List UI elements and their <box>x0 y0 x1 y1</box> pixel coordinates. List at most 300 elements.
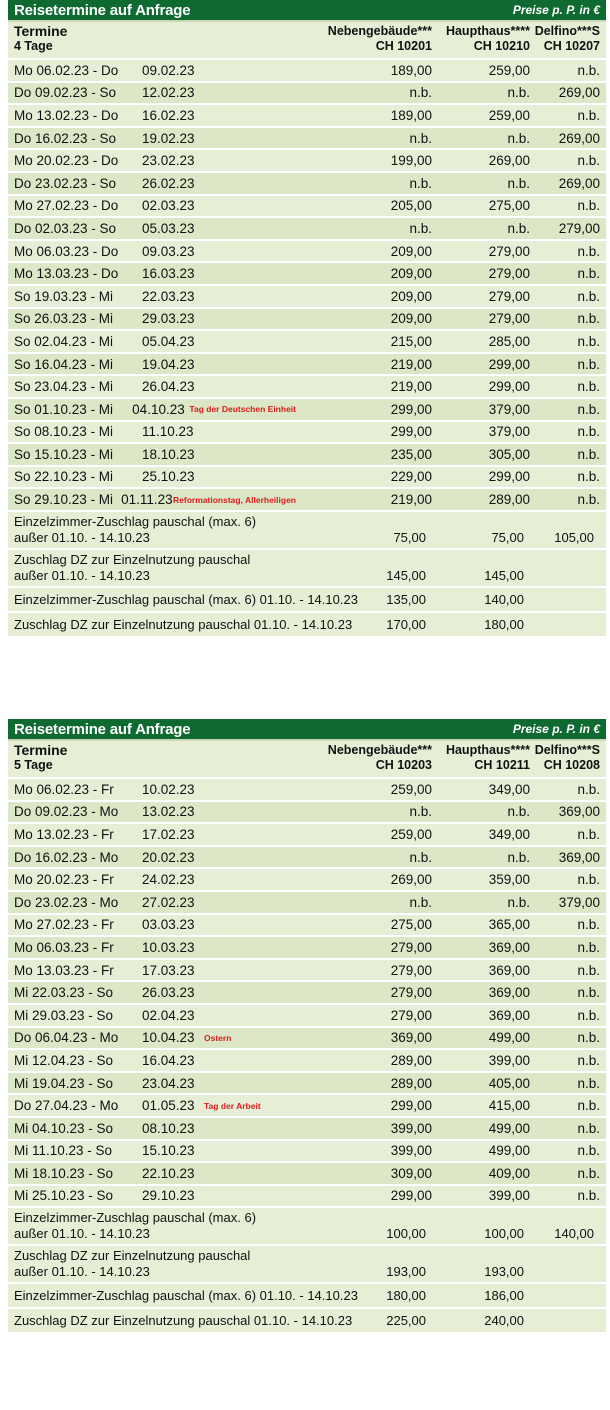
price-delfino: n.b. <box>577 962 600 978</box>
price-delfino: n.b. <box>577 826 600 842</box>
supplement-label-line2: außer 01.10. - 14.10.23 <box>14 529 150 545</box>
price-haupthaus: n.b. <box>507 894 530 910</box>
table-row <box>8 802 606 825</box>
supplement-price-haupthaus: 145,00 <box>484 567 524 583</box>
price-haupthaus: 299,00 <box>488 356 530 372</box>
table-row <box>8 869 606 892</box>
column-header-nebengebaeude: Nebengebäude*** CH 10203 <box>327 743 432 772</box>
table-row <box>8 399 606 422</box>
supplement-price-nebengebaeude: 180,00 <box>386 1288 426 1304</box>
price-nebengebaeude: 299,00 <box>390 1188 432 1204</box>
date-to: 02.03.23 <box>142 198 195 214</box>
table-row <box>8 60 606 83</box>
supplement-label: Zuschlag DZ zur Einzelnutzung pauschal 01.10. - 14.10.23 <box>14 616 353 632</box>
table-row <box>8 241 606 264</box>
table-row <box>8 218 606 241</box>
price-haupthaus: 299,00 <box>488 379 530 395</box>
supplement-price-nebengebaeude: 75,00 <box>393 529 426 545</box>
date-to: 27.02.23 <box>142 894 195 910</box>
price-delfino: n.b. <box>577 107 600 123</box>
date-range <box>8 447 296 462</box>
price-delfino: n.b. <box>577 1052 600 1068</box>
duration-label: 5 Tage <box>14 758 53 772</box>
date-from: Do 09.02.23 - Mo <box>14 804 119 820</box>
date-from: So 26.03.23 - Mi <box>14 311 114 327</box>
table-row <box>8 982 606 1005</box>
date-from: Mo 06.02.23 - Do <box>14 62 119 78</box>
price-haupthaus: n.b. <box>507 849 530 865</box>
price-nebengebaeude: 199,00 <box>390 153 432 169</box>
price-delfino: n.b. <box>577 469 600 485</box>
table-row <box>8 309 606 332</box>
table-row <box>8 960 606 983</box>
table-row <box>8 83 606 106</box>
table-row <box>8 1141 606 1164</box>
date-range <box>8 1143 296 1158</box>
supplement-row <box>8 550 606 588</box>
price-haupthaus: 499,00 <box>488 1030 530 1046</box>
date-range <box>8 917 296 932</box>
price-delfino: 369,00 <box>558 849 600 865</box>
price-nebengebaeude: 275,00 <box>390 917 432 933</box>
supplement-price-nebengebaeude: 225,00 <box>386 1313 426 1329</box>
price-delfino: n.b. <box>577 356 600 372</box>
supplement-price-delfino: 105,00 <box>554 529 594 545</box>
termine-header <box>8 743 296 773</box>
price-nebengebaeude: 279,00 <box>390 962 432 978</box>
date-from: Do 09.02.23 - So <box>14 85 117 101</box>
date-to: 19.02.23 <box>142 130 195 146</box>
date-range <box>8 985 296 1000</box>
price-haupthaus: 275,00 <box>488 198 530 214</box>
date-range <box>8 357 296 372</box>
date-to: 03.03.23 <box>142 917 195 933</box>
price-delfino: n.b. <box>577 311 600 327</box>
date-to: 04.10.23 <box>132 401 185 417</box>
date-to: 01.05.23 <box>142 1098 195 1114</box>
date-from: Do 06.04.23 - Mo <box>14 1030 119 1046</box>
date-to: 10.02.23 <box>142 781 195 797</box>
date-from: So 16.04.23 - Mi <box>14 356 114 372</box>
date-to: 29.03.23 <box>142 311 195 327</box>
price-haupthaus: 369,00 <box>488 939 530 955</box>
date-to: 08.10.23 <box>142 1120 195 1136</box>
price-haupthaus: 409,00 <box>488 1165 530 1181</box>
price-nebengebaeude: 299,00 <box>390 424 432 440</box>
price-haupthaus: 369,00 <box>488 1007 530 1023</box>
supplement-row-single <box>8 1309 606 1334</box>
column-header-nebengebaeude: Nebengebäude*** CH 10201 <box>327 24 432 53</box>
date-from: Mo 20.02.23 - Fr <box>14 872 114 888</box>
column-header-delfino: Delfino***S CH 10208 <box>534 743 600 772</box>
date-from: So 23.04.23 - Mi <box>14 379 114 395</box>
price-delfino: n.b. <box>577 939 600 955</box>
price-delfino: n.b. <box>577 1143 600 1159</box>
table-row <box>8 150 606 173</box>
holiday-note: Tag der Deutschen Einheit <box>189 404 296 415</box>
table-row <box>8 173 606 196</box>
supplement-price-haupthaus: 186,00 <box>484 1288 524 1304</box>
table-body <box>8 60 606 638</box>
date-from: Mi 04.10.23 - So <box>14 1120 114 1136</box>
table-row <box>8 354 606 377</box>
table-banner <box>8 0 606 22</box>
price-delfino: n.b. <box>577 1075 600 1091</box>
date-from: Mo 13.03.23 - Do <box>14 266 119 282</box>
date-range <box>8 1121 296 1136</box>
price-nebengebaeude: n.b. <box>409 130 432 146</box>
date-to: 09.02.23 <box>142 62 195 78</box>
date-range <box>8 289 296 304</box>
price-delfino: 369,00 <box>558 804 600 820</box>
date-from: Mi 18.10.23 - So <box>14 1165 114 1181</box>
table-row <box>8 1095 606 1118</box>
price-haupthaus: 349,00 <box>488 781 530 797</box>
price-note: Preise p. P. in € <box>512 722 600 736</box>
column-header-haupthaus: Haupthaus**** CH 10211 <box>445 743 530 772</box>
date-from: Mo 27.02.23 - Do <box>14 198 119 214</box>
date-range <box>8 1098 296 1113</box>
price-delfino: 269,00 <box>558 85 600 101</box>
price-delfino: n.b. <box>577 1188 600 1204</box>
price-delfino: n.b. <box>577 288 600 304</box>
date-range <box>8 469 296 484</box>
holiday-note: Ostern <box>204 1032 232 1043</box>
price-nebengebaeude: n.b. <box>409 849 432 865</box>
price-nebengebaeude: 209,00 <box>390 288 432 304</box>
date-from: So 02.04.23 - Mi <box>14 333 114 349</box>
price-nebengebaeude: 289,00 <box>390 1075 432 1091</box>
date-range <box>8 963 296 978</box>
date-to: 19.04.23 <box>142 356 195 372</box>
supplement-label-line1: Zuschlag DZ zur Einzelnutzung pauschal <box>14 551 251 567</box>
date-range <box>8 198 296 213</box>
date-to: 16.03.23 <box>142 266 195 282</box>
date-to: 01.11.23 <box>121 492 173 508</box>
date-range <box>8 850 296 865</box>
price-haupthaus: 365,00 <box>488 917 530 933</box>
price-haupthaus: 289,00 <box>488 492 530 508</box>
table-row <box>8 263 606 286</box>
price-delfino: n.b. <box>577 333 600 349</box>
date-to: 25.10.23 <box>142 469 195 485</box>
date-to: 23.04.23 <box>142 1075 195 1091</box>
price-haupthaus: 259,00 <box>488 62 530 78</box>
date-from: Mo 06.02.23 - Fr <box>14 781 114 797</box>
price-delfino: 379,00 <box>558 894 600 910</box>
supplement-price-haupthaus: 240,00 <box>484 1313 524 1329</box>
price-nebengebaeude: n.b. <box>409 804 432 820</box>
table-row <box>8 1050 606 1073</box>
price-delfino: 279,00 <box>558 220 600 236</box>
date-range <box>8 1053 296 1068</box>
date-range <box>8 221 296 236</box>
column-header-haupthaus: Haupthaus**** CH 10210 <box>445 24 530 53</box>
date-from: Do 23.02.23 - Mo <box>14 894 119 910</box>
date-from: Mi 22.03.23 - So <box>14 985 114 1001</box>
price-haupthaus: n.b. <box>507 130 530 146</box>
supplement-price-haupthaus: 100,00 <box>484 1226 524 1242</box>
date-from: Do 16.02.23 - Mo <box>14 849 119 865</box>
price-nebengebaeude: 279,00 <box>390 939 432 955</box>
termine-label: Termine <box>14 742 68 758</box>
table-row <box>8 196 606 219</box>
price-nebengebaeude: 299,00 <box>390 1098 432 1114</box>
supplement-row <box>8 512 606 550</box>
price-table-5-days <box>8 719 606 1334</box>
table-banner <box>8 719 606 741</box>
price-haupthaus: 269,00 <box>488 153 530 169</box>
supplement-price-haupthaus: 140,00 <box>484 591 524 607</box>
price-haupthaus: n.b. <box>507 175 530 191</box>
table-row <box>8 467 606 490</box>
date-to: 10.03.23 <box>142 939 195 955</box>
date-from: Mo 13.03.23 - Fr <box>14 962 114 978</box>
price-nebengebaeude: 205,00 <box>390 198 432 214</box>
termine-label: Termine <box>14 23 68 39</box>
date-to: 24.02.23 <box>142 872 195 888</box>
price-nebengebaeude: 399,00 <box>390 1143 432 1159</box>
price-delfino: n.b. <box>577 446 600 462</box>
price-nebengebaeude: 235,00 <box>390 446 432 462</box>
price-haupthaus: 399,00 <box>488 1188 530 1204</box>
price-delfino: n.b. <box>577 243 600 259</box>
table-header <box>8 22 606 60</box>
price-delfino: n.b. <box>577 62 600 78</box>
price-haupthaus: 405,00 <box>488 1075 530 1091</box>
date-from: Do 16.02.23 - So <box>14 130 117 146</box>
price-nebengebaeude: 279,00 <box>390 985 432 1001</box>
price-haupthaus: 279,00 <box>488 311 530 327</box>
supplement-label-line1: Zuschlag DZ zur Einzelnutzung pauschal <box>14 1248 251 1264</box>
price-nebengebaeude: 309,00 <box>390 1165 432 1181</box>
date-from: Mo 13.02.23 - Do <box>14 107 119 123</box>
price-nebengebaeude: 189,00 <box>390 62 432 78</box>
date-from: Do 23.02.23 - So <box>14 175 117 191</box>
supplement-row <box>8 1208 606 1246</box>
date-to: 05.04.23 <box>142 333 195 349</box>
price-haupthaus: n.b. <box>507 804 530 820</box>
date-range <box>8 872 296 887</box>
price-nebengebaeude: 399,00 <box>390 1120 432 1136</box>
date-range <box>8 1188 296 1203</box>
supplement-price-nebengebaeude: 145,00 <box>386 567 426 583</box>
table-body <box>8 779 606 1334</box>
price-nebengebaeude: n.b. <box>409 175 432 191</box>
date-to: 20.02.23 <box>142 849 195 865</box>
date-to: 17.03.23 <box>142 962 195 978</box>
date-to: 12.02.23 <box>142 85 195 101</box>
table-row <box>8 105 606 128</box>
price-note: Preise p. P. in € <box>512 3 600 17</box>
date-to: 16.02.23 <box>142 107 195 123</box>
price-nebengebaeude: 259,00 <box>390 781 432 797</box>
date-to: 09.03.23 <box>142 243 195 259</box>
supplement-label: Einzelzimmer-Zuschlag pauschal (max. 6) 01.10. - 14.10.23 <box>14 1288 358 1304</box>
supplement-row <box>8 1246 606 1284</box>
table-row <box>8 1163 606 1186</box>
price-haupthaus: n.b. <box>507 220 530 236</box>
supplement-label-line1: Einzelzimmer-Zuschlag pauschal (max. 6) <box>14 513 257 529</box>
price-nebengebaeude: 279,00 <box>390 1007 432 1023</box>
table-title: Reisetermine auf Anfrage <box>14 720 191 738</box>
price-haupthaus: 279,00 <box>488 266 530 282</box>
date-to: 22.03.23 <box>142 288 195 304</box>
price-delfino: n.b. <box>577 872 600 888</box>
price-nebengebaeude: n.b. <box>409 85 432 101</box>
price-delfino: 269,00 <box>558 175 600 191</box>
table-row <box>8 128 606 151</box>
date-to: 15.10.23 <box>142 1143 195 1159</box>
date-range <box>8 176 296 191</box>
price-delfino: n.b. <box>577 401 600 417</box>
price-nebengebaeude: 209,00 <box>390 266 432 282</box>
date-to: 17.02.23 <box>142 826 195 842</box>
table-row <box>8 1073 606 1096</box>
price-delfino: n.b. <box>577 198 600 214</box>
price-haupthaus: 279,00 <box>488 243 530 259</box>
supplement-row-single <box>8 1284 606 1309</box>
price-nebengebaeude: 269,00 <box>390 872 432 888</box>
date-from: Mo 27.02.23 - Fr <box>14 917 114 933</box>
date-range <box>8 108 296 123</box>
date-range <box>8 1166 296 1181</box>
price-nebengebaeude: 259,00 <box>390 826 432 842</box>
price-haupthaus: 399,00 <box>488 1052 530 1068</box>
table-header <box>8 741 606 779</box>
date-range <box>8 334 296 349</box>
date-from: Mo 06.03.23 - Fr <box>14 939 114 955</box>
date-range <box>8 311 296 326</box>
supplement-price-nebengebaeude: 170,00 <box>386 616 426 632</box>
supplement-row-single <box>8 588 606 613</box>
date-to: 05.03.23 <box>142 220 195 236</box>
price-nebengebaeude: 219,00 <box>390 356 432 372</box>
price-nebengebaeude: 219,00 <box>390 492 432 508</box>
table-row <box>8 331 606 354</box>
date-range <box>8 379 296 394</box>
price-haupthaus: 299,00 <box>488 469 530 485</box>
supplement-price-haupthaus: 180,00 <box>484 616 524 632</box>
supplement-label-line1: Einzelzimmer-Zuschlag pauschal (max. 6) <box>14 1210 257 1226</box>
date-from: Mi 12.04.23 - So <box>14 1052 114 1068</box>
date-to: 26.03.23 <box>142 985 195 1001</box>
date-range <box>8 63 296 78</box>
table-row <box>8 892 606 915</box>
price-haupthaus: n.b. <box>507 85 530 101</box>
price-delfino: n.b. <box>577 492 600 508</box>
date-from: Mi 29.03.23 - So <box>14 1007 114 1023</box>
table-row <box>8 915 606 938</box>
supplement-price-haupthaus: 75,00 <box>491 529 524 545</box>
date-to: 02.04.23 <box>142 1007 195 1023</box>
price-delfino: n.b. <box>577 1030 600 1046</box>
table-row <box>8 1118 606 1141</box>
price-delfino: 269,00 <box>558 130 600 146</box>
table-row <box>8 422 606 445</box>
price-nebengebaeude: 209,00 <box>390 243 432 259</box>
table-row <box>8 489 606 512</box>
price-delfino: n.b. <box>577 781 600 797</box>
price-haupthaus: 285,00 <box>488 333 530 349</box>
date-to: 23.02.23 <box>142 153 195 169</box>
table-row <box>8 444 606 467</box>
supplement-price-nebengebaeude: 193,00 <box>386 1264 426 1280</box>
termine-header <box>8 24 296 54</box>
price-haupthaus: 305,00 <box>488 446 530 462</box>
price-delfino: n.b. <box>577 1098 600 1114</box>
date-to: 13.02.23 <box>142 804 195 820</box>
date-from: Do 02.03.23 - So <box>14 220 117 236</box>
date-from: Mo 06.03.23 - Do <box>14 243 119 259</box>
price-nebengebaeude: 209,00 <box>390 311 432 327</box>
date-range <box>8 827 296 842</box>
date-range <box>8 940 296 955</box>
date-to: 10.04.23 <box>142 1030 195 1046</box>
price-nebengebaeude: 215,00 <box>390 333 432 349</box>
price-haupthaus: 499,00 <box>488 1120 530 1136</box>
price-delfino: n.b. <box>577 379 600 395</box>
price-haupthaus: 259,00 <box>488 107 530 123</box>
table-row <box>8 824 606 847</box>
price-delfino: n.b. <box>577 424 600 440</box>
price-haupthaus: 369,00 <box>488 962 530 978</box>
price-nebengebaeude: 289,00 <box>390 1052 432 1068</box>
table-title: Reisetermine auf Anfrage <box>14 1 191 19</box>
price-nebengebaeude: 189,00 <box>390 107 432 123</box>
supplement-price-delfino: 140,00 <box>554 1226 594 1242</box>
table-row <box>8 1005 606 1028</box>
table-row <box>8 937 606 960</box>
date-from: Mi 25.10.23 - So <box>14 1188 114 1204</box>
date-from: So 29.10.23 - Mi <box>14 492 114 508</box>
date-from: So 01.10.23 - Mi <box>14 401 114 417</box>
price-delfino: n.b. <box>577 266 600 282</box>
date-from: So 22.10.23 - Mi <box>14 469 114 485</box>
table-row <box>8 779 606 802</box>
price-table-4-days <box>8 0 606 638</box>
date-from: Mi 19.04.23 - So <box>14 1075 114 1091</box>
price-delfino: n.b. <box>577 917 600 933</box>
date-range <box>8 424 296 439</box>
date-range <box>8 153 296 168</box>
date-to: 22.10.23 <box>142 1165 195 1181</box>
date-to: 18.10.23 <box>142 446 195 462</box>
date-from: Do 27.04.23 - Mo <box>14 1098 119 1114</box>
price-nebengebaeude: n.b. <box>409 894 432 910</box>
price-haupthaus: 379,00 <box>488 401 530 417</box>
price-nebengebaeude: 369,00 <box>390 1030 432 1046</box>
date-from: So 15.10.23 - Mi <box>14 446 114 462</box>
price-haupthaus: 379,00 <box>488 424 530 440</box>
price-delfino: n.b. <box>577 1165 600 1181</box>
price-haupthaus: 415,00 <box>488 1098 530 1114</box>
date-from: Mo 13.02.23 - Fr <box>14 826 114 842</box>
supplement-label: Zuschlag DZ zur Einzelnutzung pauschal 01.10. - 14.10.23 <box>14 1313 353 1329</box>
date-to: 16.04.23 <box>142 1052 195 1068</box>
date-range <box>8 492 296 507</box>
supplement-label-line2: außer 01.10. - 14.10.23 <box>14 1226 150 1242</box>
price-delfino: n.b. <box>577 1007 600 1023</box>
date-from: So 08.10.23 - Mi <box>14 424 114 440</box>
supplement-row-single <box>8 613 606 638</box>
supplement-price-nebengebaeude: 100,00 <box>386 1226 426 1242</box>
price-haupthaus: 369,00 <box>488 985 530 1001</box>
date-range <box>8 804 296 819</box>
supplement-label-line2: außer 01.10. - 14.10.23 <box>14 1264 150 1280</box>
date-range <box>8 85 296 100</box>
price-delfino: n.b. <box>577 1120 600 1136</box>
